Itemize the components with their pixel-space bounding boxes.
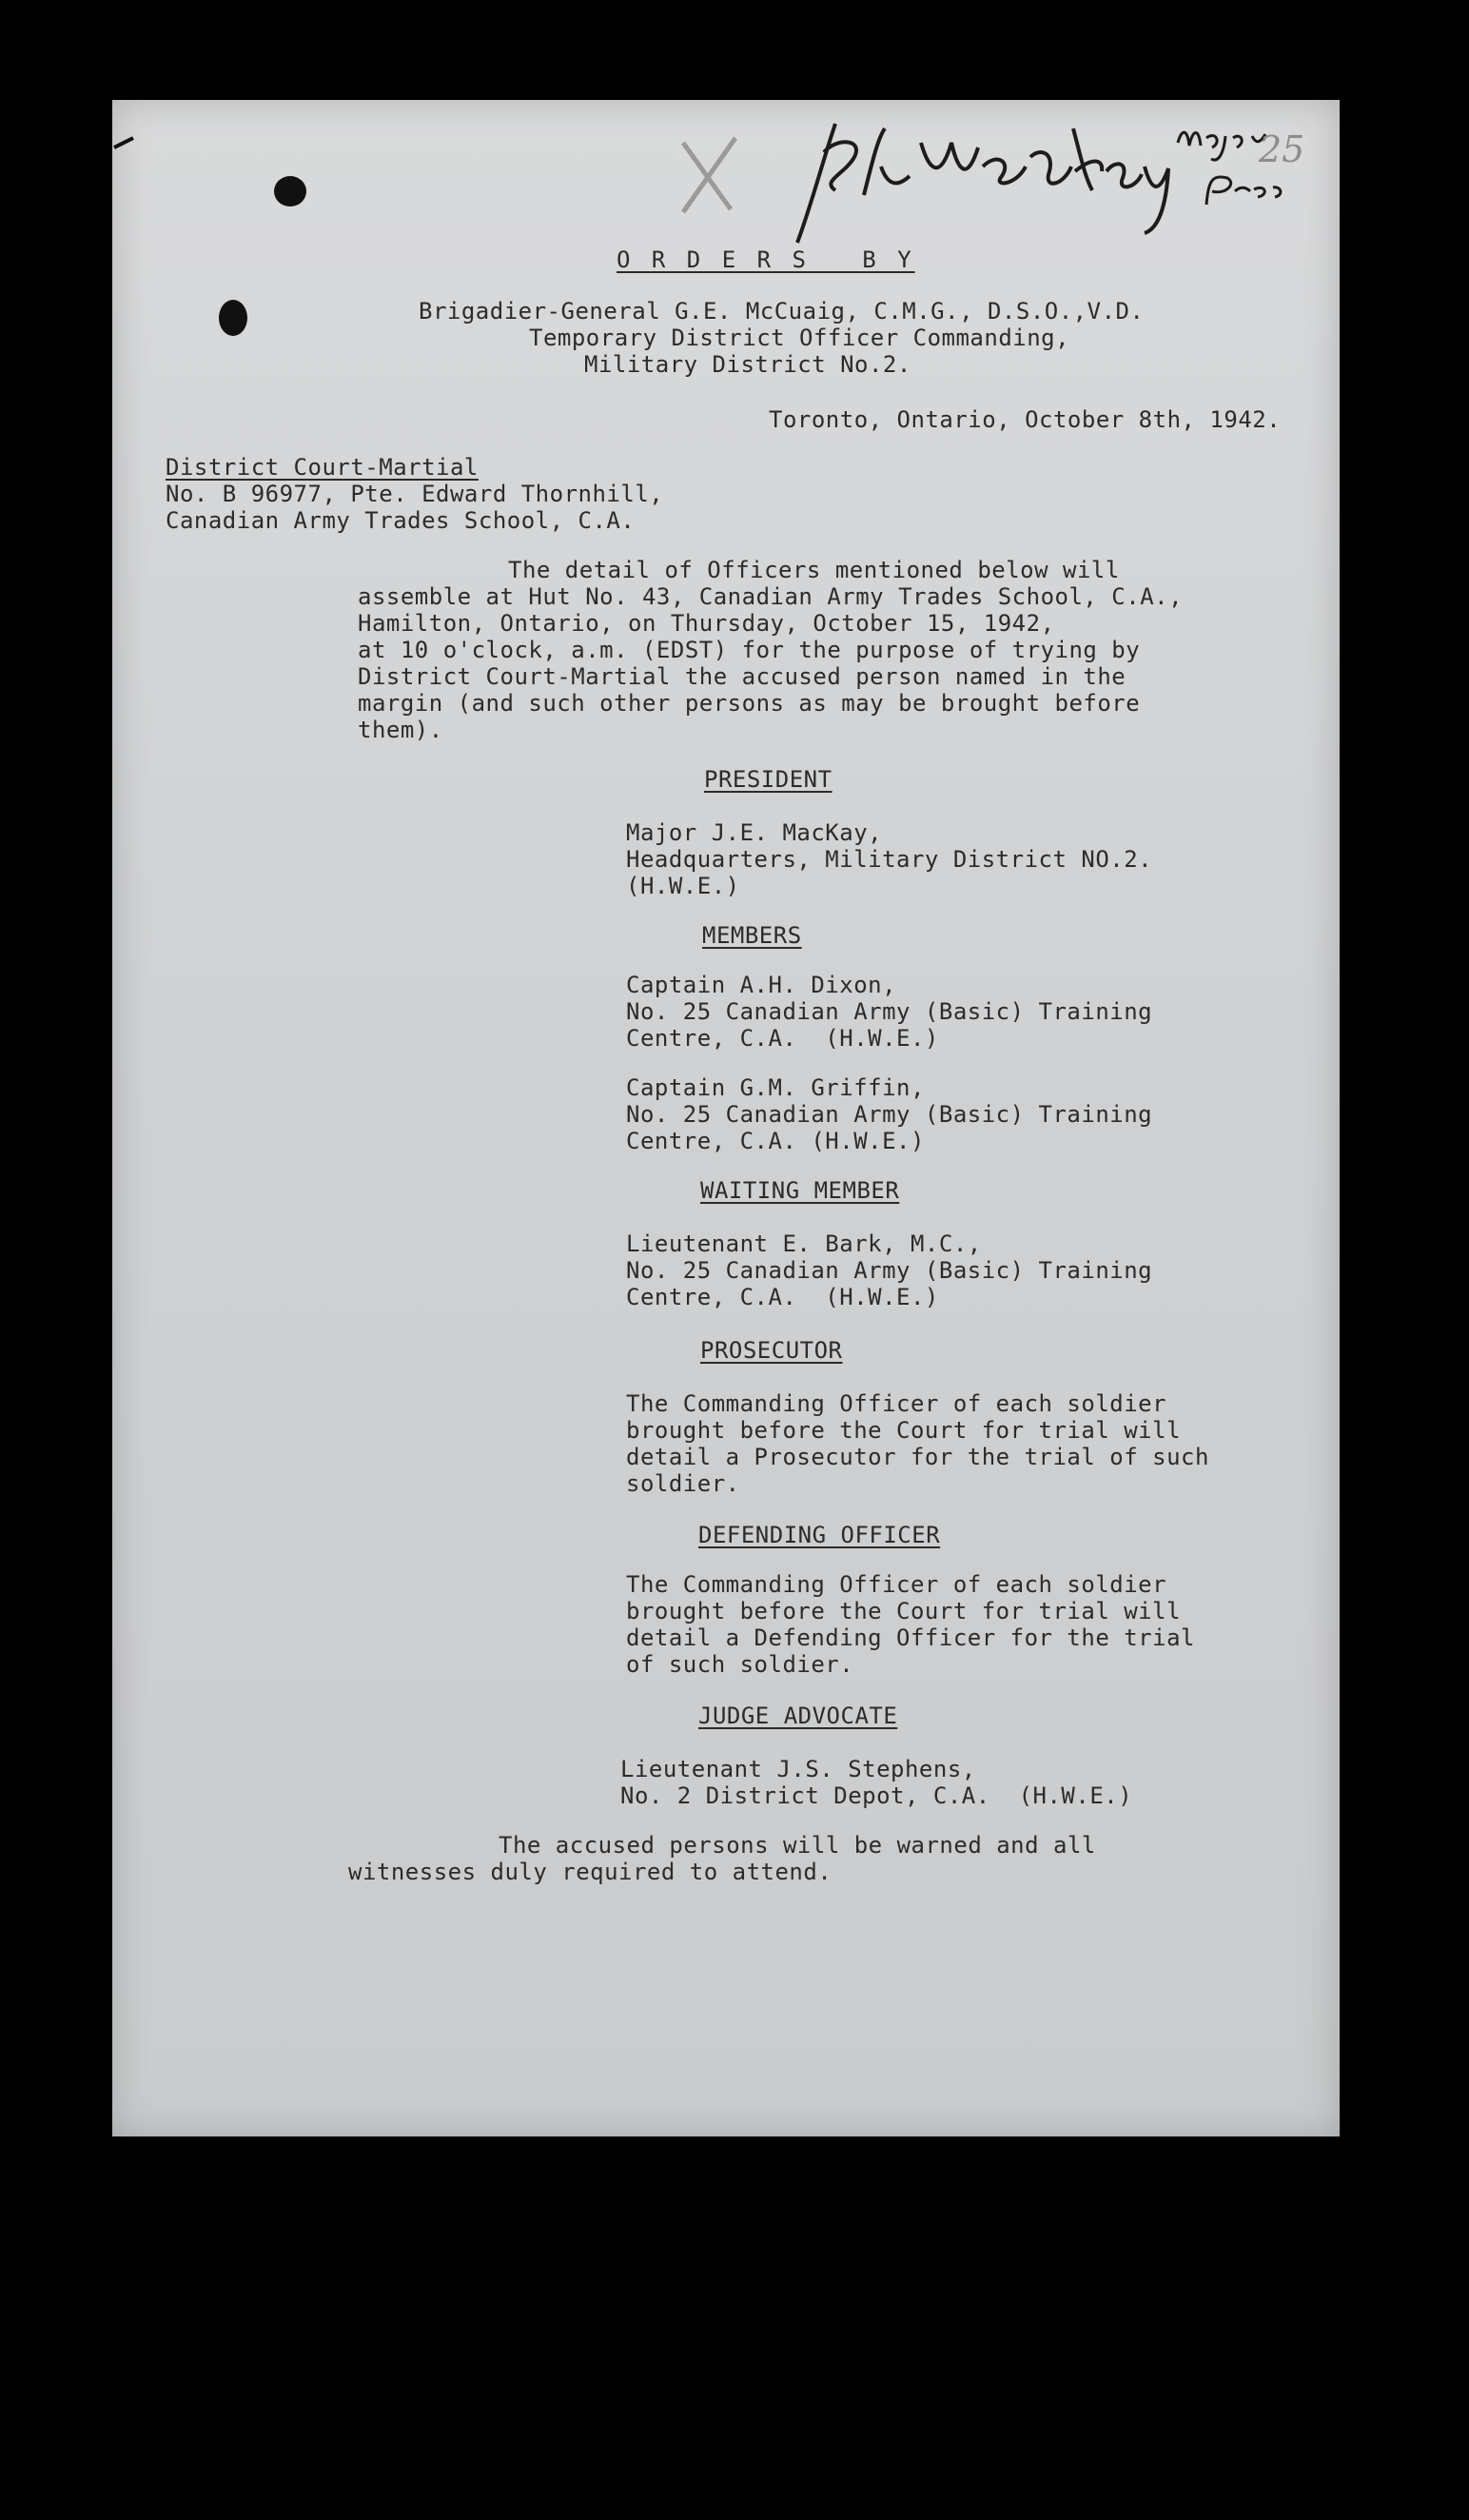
intro-line-7: them). [358,717,443,743]
waiting-member-line-1: Lieutenant E. Bark, M.C., [626,1230,982,1257]
waiting-member-line-2: No. 25 Canadian Army (Basic) Training [626,1257,1153,1284]
intro-line-3: Hamilton, Ontario, on Thursday, October 15, 1942, [358,610,1055,637]
document-page [112,100,1340,2136]
intro-line-4: at 10 o'clock, a.m. (EDST) for the purpose of trying by [358,637,1141,663]
judge-advocate-line-1: Lieutenant J.S. Stephens, [620,1756,976,1782]
intro-line-2: assemble at Hut No. 43, Canadian Army Trades School, C.A., [358,583,1184,610]
issuer-line: Brigadier-General G.E. McCuaig, C.M.G., D.S.O.,V.D. [419,298,1145,325]
prosecutor-line-3: detail a Prosecutor for the trial of such [626,1444,1209,1470]
defending-officer-line-4: of such soldier. [626,1651,854,1678]
waiting-member-heading: WAITING MEMBER [700,1177,900,1204]
defending-officer-line-1: The Commanding Officer of each soldier [626,1571,1167,1598]
president-line-2: Headquarters, Military District NO.2. [626,846,1153,873]
president-heading: PRESIDENT [704,766,832,793]
waiting-member-line-3: Centre, C.A. (H.W.E.) [626,1284,939,1310]
prosecutor-line-1: The Commanding Officer of each soldier [626,1390,1167,1417]
prosecutor-heading: PROSECUTOR [700,1337,843,1364]
judge-advocate-line-2: No. 2 District Depot, C.A. (H.W.E.) [620,1782,1133,1809]
member-2-line-1: Captain G.M. Griffin, [626,1074,925,1101]
prosecutor-line-4: soldier. [626,1470,740,1497]
intro-line-5: District Court-Martial the accused person named in the [358,663,1126,690]
defending-officer-heading: DEFENDING OFFICER [698,1522,941,1548]
margin-note-line-1: No. B 96977, Pte. Edward Thornhill, [166,481,664,507]
closing-line-2: witnesses duly required to attend. [348,1859,832,1885]
president-line-1: Major J.E. MacKay, [626,819,883,846]
president-line-3: (H.W.E.) [626,873,740,899]
member-2-line-3: Centre, C.A. (H.W.E.) [626,1128,925,1154]
member-1-line-3: Centre, C.A. (H.W.E.) [626,1025,939,1052]
margin-note-title: District Court-Martial [166,454,479,481]
members-heading: MEMBERS [702,922,802,949]
orders-by-title: O R D E R S B Y [617,246,915,273]
place-date-line: Toronto, Ontario, October 8th, 1942. [769,406,1282,433]
closing-line-1: The accused persons will be warned and all [499,1832,1096,1859]
defending-officer-line-2: brought before the Court for trial will [626,1598,1182,1624]
issuer-role-line: Temporary District Officer Commanding, [529,325,1070,351]
intro-line-6: margin (and such other persons as may be brought before [358,690,1141,717]
punch-hole-middle [219,300,247,336]
intro-line-1: The detail of Officers mentioned below will [508,557,1120,583]
page-number: 25 [1259,128,1305,170]
issuer-district-line: Military District No.2. [584,351,911,378]
member-1-line-2: No. 25 Canadian Army (Basic) Training [626,998,1153,1025]
margin-note-line-2: Canadian Army Trades School, C.A. [166,507,636,534]
member-1-line-1: Captain A.H. Dixon, [626,972,897,998]
member-2-line-2: No. 25 Canadian Army (Basic) Training [626,1101,1153,1128]
prosecutor-line-2: brought before the Court for trial will [626,1417,1182,1444]
judge-advocate-heading: JUDGE ADVOCATE [698,1703,898,1729]
defending-officer-line-3: detail a Defending Officer for the trial [626,1624,1195,1651]
